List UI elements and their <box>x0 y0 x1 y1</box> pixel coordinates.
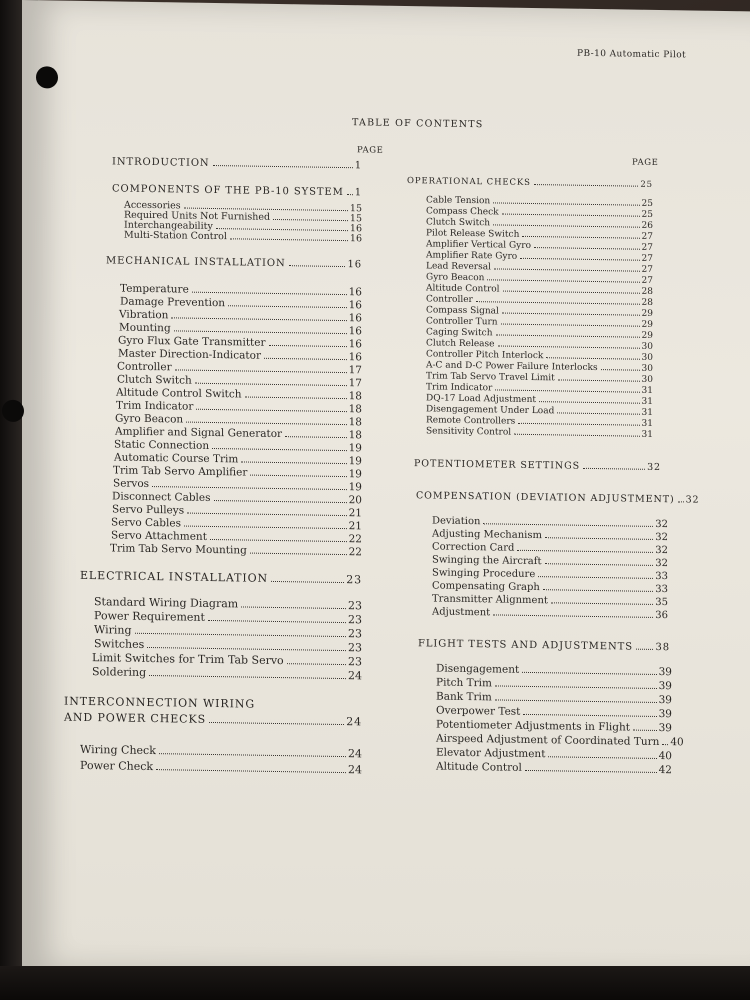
toc-entry-label: Clutch Switch <box>117 373 192 387</box>
dot-leader <box>287 663 346 665</box>
toc-entry-label: Amplifier and Signal Generator <box>115 425 283 441</box>
dot-leader <box>543 589 653 592</box>
toc-entry <box>80 759 362 776</box>
toc-entry-label: Disengagement Under Load <box>426 404 555 417</box>
toc-section-entry <box>416 490 700 506</box>
dot-leader <box>347 194 353 195</box>
dot-leader <box>517 550 653 553</box>
toc-entry <box>80 743 362 760</box>
dot-leader <box>545 537 653 540</box>
left-page-label: PAGE <box>357 145 384 156</box>
toc-entry-label: Servo Attachment <box>111 529 207 543</box>
toc-entry <box>436 747 672 763</box>
toc-entry-label: Gyro Beacon <box>115 412 184 426</box>
dot-leader <box>520 258 639 261</box>
toc-entry-label: ELECTRICAL INSTALLATION <box>80 568 269 585</box>
toc-entry-page-number: 20 <box>348 494 362 507</box>
dot-leader <box>498 345 640 348</box>
toc-entry <box>432 580 668 595</box>
toc-entry-label: Clutch Switch <box>426 217 491 229</box>
toc-entry-page-number: 19 <box>348 481 362 494</box>
dot-leader <box>209 722 344 725</box>
dot-leader <box>241 461 346 464</box>
toc-entry-label: Bank Trim <box>436 690 492 704</box>
toc-entry-page-number: 18 <box>348 429 362 442</box>
toc-entry-page-number: 31 <box>641 407 653 418</box>
dot-leader <box>175 369 347 373</box>
dot-leader <box>583 468 645 470</box>
toc-entry-label: Soldering <box>92 665 147 679</box>
dot-leader <box>546 357 639 359</box>
toc-entry <box>432 528 668 543</box>
toc-entry-label: Wiring Check <box>80 742 156 758</box>
toc-entry-label: Master Direction-Indicator <box>118 347 261 362</box>
toc-entry-label: Airspeed Adjustment of Coordinated Turn <box>436 732 660 749</box>
toc-entry-label: Temperature <box>120 282 189 296</box>
dot-leader <box>184 526 347 530</box>
dot-leader <box>678 501 684 502</box>
toc-section-entry <box>106 255 362 270</box>
toc-entry-page-number: 40 <box>670 736 684 749</box>
toc-entry-label: Amplifier Vertical Gyro <box>426 239 531 251</box>
toc-entry-label: Elevator Adjustment <box>436 746 546 761</box>
toc-entry-label: Overpower Test <box>436 704 521 718</box>
toc-entry-page-number: 39 <box>658 708 672 721</box>
dot-leader <box>186 422 346 426</box>
toc-entry-page-number: 15 <box>349 213 362 225</box>
toc-entry-label: Switches <box>94 637 145 651</box>
toc-entry-label: Trim Tab Servo Mounting <box>110 542 247 557</box>
toc-entry-label: Automatic Course Trim <box>114 451 239 466</box>
toc-entry-page-number: 40 <box>658 750 672 763</box>
dot-leader <box>493 614 653 618</box>
toc-section-entry <box>64 695 255 711</box>
toc-entry-label: Swinging the Aircraft <box>432 554 542 568</box>
toc-entry-page-number: 16 <box>349 223 362 235</box>
dot-leader <box>495 699 657 703</box>
toc-entry-label: A-C and D-C Power Failure Interlocks <box>426 360 598 374</box>
toc-entry-page-number: 32 <box>655 531 668 544</box>
toc-entry-page-number: 18 <box>348 390 362 403</box>
toc-section-entry <box>407 176 653 190</box>
toc-entry-label: Limit Switches for Trim Tab Servo <box>92 651 284 668</box>
dot-leader <box>495 685 657 689</box>
toc-entry-page-number: 18 <box>348 403 362 416</box>
toc-entry-label: Trim Indicator <box>116 399 194 413</box>
dot-leader <box>483 523 653 527</box>
toc-entry-label: Trim Tab Servo Travel Limit <box>426 371 555 384</box>
toc-entry-label: Trim Indicator <box>426 382 493 394</box>
bottom-shadow <box>0 966 750 1000</box>
toc-entry-label: Controller <box>117 360 172 374</box>
toc-entry-page-number: 26 <box>641 220 653 231</box>
toc-entry-page-number: 39 <box>658 680 672 693</box>
toc-section-entry <box>418 638 670 653</box>
toc-entry-page-number: 27 <box>641 264 653 275</box>
dot-leader <box>514 434 639 437</box>
toc-entry-page-number: 39 <box>658 694 672 707</box>
toc-entry-label: Servo Pulleys <box>112 503 185 517</box>
dot-leader <box>159 753 346 757</box>
toc-entry-page-number: 18 <box>348 416 362 429</box>
toc-entry-page-number: 24 <box>348 747 362 761</box>
dot-leader <box>545 563 654 566</box>
toc-entry-page-number: 32 <box>655 518 668 531</box>
toc-entry-label: Altitude Control <box>436 760 522 774</box>
toc-entry-label: Static Connection <box>114 438 210 452</box>
dot-leader <box>135 633 346 637</box>
toc-entry-page-number: 27 <box>641 231 653 242</box>
toc-entry <box>432 567 668 582</box>
punch-hole <box>36 66 58 88</box>
toc-entry-page-number: 16 <box>348 351 362 364</box>
dot-leader <box>228 305 347 308</box>
dot-leader <box>212 448 347 451</box>
toc-entry-page-number: 30 <box>641 341 653 352</box>
toc-entry-page-number: 23 <box>348 613 362 627</box>
toc-entry-page-number: 23 <box>348 641 362 655</box>
toc-entry-page-number: 30 <box>641 352 653 363</box>
toc-entry-page-number: 16 <box>348 325 362 338</box>
toc-entry-page-number: 23 <box>348 599 362 613</box>
dot-leader <box>518 423 639 426</box>
toc-entry-page-number: 23 <box>346 573 362 587</box>
toc-entry-label: Disconnect Cables <box>112 490 211 504</box>
dot-leader <box>502 214 640 217</box>
dot-leader <box>557 412 639 414</box>
toc-entry-label: DQ-17 Load Adjustment <box>426 393 537 406</box>
dot-leader <box>214 500 347 503</box>
toc-entry-page-number: 16 <box>347 259 362 271</box>
document-page <box>22 0 750 980</box>
toc-entry-page-number: 1 <box>354 187 363 199</box>
toc-entry <box>436 732 684 749</box>
dot-leader <box>250 475 346 478</box>
punch-hole <box>2 400 24 422</box>
toc-entry-page-number: 21 <box>348 507 362 520</box>
dot-leader <box>495 389 639 392</box>
dot-leader <box>534 247 640 250</box>
toc-section-entry <box>64 711 362 729</box>
toc-entry <box>432 593 668 608</box>
toc-section-entry <box>80 569 362 586</box>
right-page-label: PAGE <box>632 157 659 168</box>
toc-entry-label: Altitude Control Switch <box>116 386 242 401</box>
toc-entry-page-number: 16 <box>348 338 362 351</box>
toc-entry-label: Standard Wiring Diagram <box>94 595 239 611</box>
toc-entry-page-number: 32 <box>647 461 661 474</box>
toc-entry-label: Gyro Beacon <box>426 272 485 284</box>
toc-entry-page-number: 19 <box>348 442 362 455</box>
dot-leader <box>494 268 640 271</box>
toc-entry-label: Lead Reversal <box>426 261 491 273</box>
toc-entry-page-number: 19 <box>348 455 362 468</box>
toc-entry-page-number: 32 <box>655 544 668 557</box>
toc-entry-label: Interchangeability <box>124 219 213 232</box>
toc-entry-page-number: 30 <box>641 363 653 374</box>
dot-leader <box>269 345 347 347</box>
dot-leader <box>213 165 353 168</box>
toc-entry-page-number: 38 <box>655 641 670 654</box>
toc-entry-label: Damage Prevention <box>120 295 226 310</box>
dot-leader <box>250 553 347 556</box>
dot-leader <box>534 184 638 187</box>
toc-entry-page-number: 23 <box>348 655 362 669</box>
toc-entry-page-number: 24 <box>348 763 362 777</box>
toc-entry-label: Multi-Station Control <box>124 229 227 243</box>
toc-entry-label: Controller Pitch Interlock <box>426 349 544 362</box>
toc-entry-label: Mounting <box>119 321 171 335</box>
toc-entry-page-number: 35 <box>655 596 668 609</box>
dot-leader <box>551 602 653 605</box>
toc-entry-label: Deviation <box>432 515 481 528</box>
toc-entry <box>436 677 672 693</box>
toc-entry-label: Transmitter Alignment <box>432 593 548 607</box>
toc-entry <box>432 554 668 569</box>
dot-leader <box>636 649 653 650</box>
toc-entry-label: Adjustment <box>432 606 491 619</box>
toc-entry <box>436 761 672 777</box>
toc-entry-page-number: 15 <box>349 203 362 215</box>
toc-entry-page-number: 29 <box>641 308 653 319</box>
toc-entry-page-number: 24 <box>348 669 362 683</box>
toc-entry-label: AND POWER CHECKS <box>64 710 207 726</box>
dot-leader <box>601 369 640 371</box>
toc-entry-page-number: 42 <box>658 764 672 777</box>
dot-leader <box>149 675 346 679</box>
toc-entry-label: Disengagement <box>436 662 520 676</box>
toc-entry-label: Clutch Release <box>426 338 495 350</box>
toc-entry-label: Caging Switch <box>426 327 493 339</box>
dot-leader <box>539 401 640 404</box>
dot-leader <box>487 279 639 282</box>
toc-entry-label: Sensitivity Control <box>426 426 512 438</box>
toc-entry-page-number: 27 <box>641 253 653 264</box>
dot-leader <box>285 436 347 438</box>
toc-entry-label: Gyro Flux Gate Transmitter <box>118 334 266 349</box>
toc-entry <box>432 515 668 530</box>
dot-leader <box>273 219 348 221</box>
toc-entry-page-number: 31 <box>641 418 653 429</box>
running-header: PB-10 Automatic Pilot <box>577 48 687 61</box>
toc-entry-label: Wiring <box>94 623 132 637</box>
dot-leader <box>230 238 348 241</box>
toc-entry-page-number: 25 <box>640 179 653 190</box>
toc-entry-page-number: 16 <box>349 233 362 245</box>
toc-entry-page-number: 31 <box>641 385 653 396</box>
dot-leader <box>152 486 347 490</box>
dot-leader <box>522 236 639 239</box>
toc-entry-page-number: 16 <box>348 286 362 299</box>
toc-entry-page-number: 16 <box>348 299 362 312</box>
toc-entry-label: Accessories <box>124 199 181 212</box>
dot-leader <box>538 576 653 579</box>
toc-entry-label: Servo Cables <box>111 516 181 530</box>
toc-entry <box>432 606 668 621</box>
dot-leader <box>174 330 347 334</box>
toc-entry-label: Cable Tension <box>426 195 491 207</box>
toc-entry-label: Potentiometer Adjustments in Flight <box>436 718 630 734</box>
toc-entry <box>110 542 362 558</box>
toc-entry-page-number: 23 <box>348 627 362 641</box>
toc-entry-page-number: 39 <box>658 722 672 735</box>
dot-leader <box>558 379 640 381</box>
toc-entry-page-number: 24 <box>346 715 362 729</box>
dot-leader <box>245 396 347 399</box>
toc-entry-label: Altitude Control <box>426 283 500 295</box>
toc-entry <box>436 719 672 735</box>
dot-leader <box>210 539 347 542</box>
toc-entry-label: COMPONENTS OF THE PB-10 SYSTEM <box>112 183 344 199</box>
dot-leader <box>241 606 346 609</box>
dot-leader <box>662 744 668 745</box>
dot-leader <box>156 769 346 773</box>
toc-entry-page-number: 31 <box>641 396 653 407</box>
toc-entry-page-number: 21 <box>348 520 362 533</box>
toc-entry-label: POTENTIOMETER SETTINGS <box>414 458 581 472</box>
toc-entry-label: Remote Controllers <box>426 415 516 427</box>
dot-leader <box>493 224 639 227</box>
dot-leader <box>289 265 346 267</box>
toc-section-entry <box>112 156 362 171</box>
toc-entry-page-number: 16 <box>348 312 362 325</box>
toc-entry-page-number: 30 <box>641 374 653 385</box>
dot-leader <box>271 581 344 583</box>
toc-entry-page-number: 28 <box>641 297 653 308</box>
dot-leader <box>147 647 346 651</box>
toc-entry-label: Compass Signal <box>426 305 499 317</box>
dot-leader <box>192 292 347 295</box>
toc-entry-page-number: 25 <box>641 209 653 220</box>
toc-entry-label: Adjusting Mechanism <box>432 528 542 542</box>
toc-entry <box>436 705 672 721</box>
dot-leader <box>501 324 640 327</box>
toc-entry-page-number: 29 <box>641 330 653 341</box>
toc-entry-label: Power Check <box>80 758 154 774</box>
dot-leader <box>522 672 656 675</box>
dot-leader <box>195 383 347 386</box>
dot-leader <box>264 358 347 360</box>
toc-entry-label: Pitch Trim <box>436 676 492 690</box>
dot-leader <box>525 770 657 773</box>
toc-entry-page-number: 29 <box>641 319 653 330</box>
dot-leader <box>493 202 639 205</box>
dot-leader <box>548 756 656 759</box>
toc-entry-page-number: 27 <box>641 275 653 286</box>
toc-title: TABLE OF CONTENTS <box>352 117 484 131</box>
dot-leader <box>208 620 346 623</box>
toc-entry-page-number: 32 <box>685 494 700 506</box>
dot-leader <box>496 334 640 337</box>
toc-entry-label: FLIGHT TESTS AND ADJUSTMENTS <box>418 638 633 653</box>
toc-entry-page-number: 36 <box>655 609 668 622</box>
dot-leader <box>476 301 640 305</box>
dot-leader <box>633 730 657 731</box>
dot-leader <box>502 313 640 316</box>
toc-entry-label: Swinging Procedure <box>432 567 536 581</box>
toc-entry-page-number: 17 <box>348 364 362 377</box>
toc-entry-label: Servos <box>113 477 150 490</box>
toc-entry-label: OPERATIONAL CHECKS <box>407 176 531 188</box>
toc-entry-page-number: 39 <box>658 666 672 679</box>
toc-entry-page-number: 31 <box>641 429 653 440</box>
toc-entry-label: Power Requirement <box>94 609 205 624</box>
toc-section-entry <box>112 183 362 198</box>
toc-entry-label: Correction Card <box>432 541 515 554</box>
toc-entry-label: INTRODUCTION <box>112 156 210 169</box>
toc-entry-page-number: 33 <box>655 583 668 596</box>
toc-entry-page-number: 22 <box>348 533 362 546</box>
toc-entry-label: Controller <box>426 294 473 306</box>
toc-entry-label: Required Units Not Furnished <box>124 209 271 223</box>
toc-entry <box>124 230 362 245</box>
toc-entry-label: Pilot Release Switch <box>426 228 520 240</box>
toc-entry-label: COMPENSATION (DEVIATION ADJUSTMENT) <box>416 490 675 506</box>
toc-entry-page-number: 17 <box>348 377 362 390</box>
toc-entry-label: Compass Check <box>426 206 499 218</box>
dot-leader <box>196 409 346 412</box>
dot-leader <box>187 513 347 517</box>
toc-entry-page-number: 19 <box>348 468 362 481</box>
toc-entry-page-number: 32 <box>655 557 668 570</box>
toc-entry <box>432 541 668 556</box>
toc-entry-label: INTERCONNECTION WIRING <box>64 694 256 711</box>
dot-leader <box>523 714 656 717</box>
toc-entry-page-number: 28 <box>641 286 653 297</box>
toc-entry-page-number: 1 <box>354 160 362 172</box>
toc-entry-label: Compensating Graph <box>432 580 540 594</box>
toc-entry-label: Amplifier Rate Gyro <box>426 250 518 262</box>
toc-section-entry <box>414 458 661 473</box>
toc-entry-page-number: 33 <box>655 570 668 583</box>
toc-entry-label: Controller Turn <box>426 316 498 328</box>
toc-entry-page-number: 25 <box>641 198 653 209</box>
toc-entry-label: Vibration <box>119 308 169 322</box>
dot-leader <box>171 317 346 321</box>
toc-entry-label: Trim Tab Servo Amplifier <box>113 464 248 479</box>
toc-entry <box>436 663 672 679</box>
toc-entry-page-number: 27 <box>641 242 653 253</box>
toc-entry-label: MECHANICAL INSTALLATION <box>106 255 286 270</box>
toc-entry-page-number: 22 <box>348 546 362 559</box>
toc-entry <box>436 691 672 707</box>
dot-leader <box>503 291 640 294</box>
